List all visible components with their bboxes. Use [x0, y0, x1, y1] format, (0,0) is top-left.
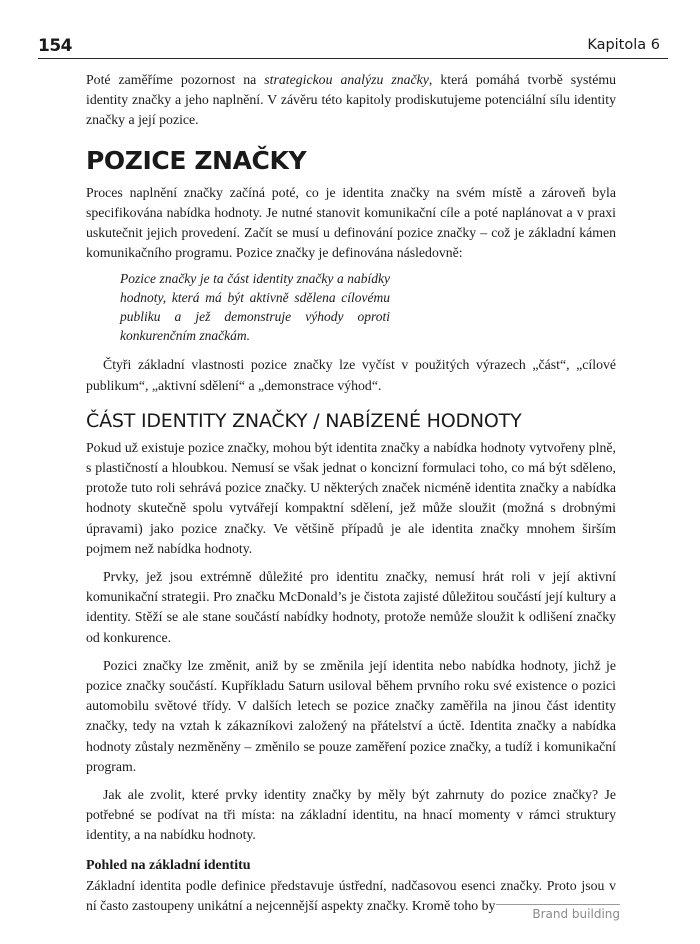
- section1-paragraph-1: Proces naplnění značky začíná poté, co je identita značky na svém místě a zároveň byla specifikována nabídka hodnoty. Je nutné stanovit komunikační cíle a poté naplánovat a v praxi uskutečnit jejich provedení. Začít se musí u definování pozice značky – což je základní kámen komunikačního programu. Pozice značky je definována následovně:: [86, 184, 616, 261]
- subsection-heading: Pohled na základní identitu: [86, 857, 251, 873]
- book-title-footer: Brand building: [532, 907, 620, 921]
- section2-paragraph-2: Prvky, jež jsou extrémně důležité pro identitu značky, nemusí hrát roli v její aktivní komunikační strategii. Pro značku McDonald’s je čistota zajisté důležitou součástí její kultury a identity. Stěží se ale stane součástí nabídky hodnoty, protože nemůže sloužit k odlišení značky od konkurence.: [86, 569, 616, 645]
- intro-emphasis: strategickou analýzu značky: [264, 72, 429, 87]
- section2-paragraph-1: Pokud už existuje pozice značky, mohou být identita značky a nabídka hodnoty vytvořeny plně, s plastičností a hloubkou. Nemusí se však jednat o koncizní formulaci toho, co má být sděleno, protože tuto roli sehrává pozice značky. U některých značek nicméně identita značky a nabídka hodnoty skutečně spolu vytvářejí kompaktní sdělení, jež může sloužit (možná s drobnými úpravami) jako pozice značky. Ve většině případů je ale identita značky mnohem širším pojmem než nabídka hodnoty.: [86, 439, 616, 556]
- intro-text-start: Poté zaměříme pozornost na: [86, 72, 265, 87]
- intro-paragraph: [86, 70, 616, 131]
- section-heading-pozice: POZICE ZNAČKY: [86, 145, 307, 175]
- page-number: 154: [38, 36, 72, 56]
- intro-text-end: , která pomáhá tvorbě systému identity značky a jeho naplnění. V závěru této kapitoly prodiskutujeme potenciální sílu identity značky a její pozice.: [86, 72, 616, 128]
- chapter-title: Kapitola 6: [587, 37, 660, 53]
- section2-paragraph-3: Pozici značky lze změnit, aniž by se změnila její identita nebo nabídka hodnoty, jichž je pozice značky součástí. Kupříkladu Saturn usiloval během prvního roku své existence o pozici automobilu světové třídy. V dalších letech se pozice značky zaměřila na jinou část identity značky, tedy na vztah k zákazníkovi založený na přátelství a úctě. Identita značky a nabídka hodnoty zůstaly nezměněny – změnilo se pouze zaměření pozice značky, a tudíž i komunikační program.: [86, 657, 616, 774]
- page-body: [86, 70, 616, 916]
- section-heading-cast-identity: ČÁST IDENTITY ZNAČKY / NABÍZENÉ HODNOTY: [86, 409, 522, 432]
- section2-paragraph-4: Jak ale zvolit, které prvky identity značky by měly být zahrnuty do pozice značky? Je potřebné se podívat na tři místa: na základní identitu, na hnací momenty v rámci struktury identity, a na nabídku hodnoty.: [86, 787, 616, 843]
- page-footer: [496, 904, 620, 927]
- page-header: [38, 36, 668, 59]
- subsection-paragraph-1: Základní identita podle definice představuje ústřední, nadčasovou esenci značky. Proto jsou v ní často zastoupeny unikátní a nejcennější aspekty značky. Kromě toho by: [86, 877, 616, 913]
- definition-quote: Pozice značky je ta část identity značky a nabídky hodnoty, která má být aktivně sdělena cílovému publiku a jež demonstruje výhody oproti konkurenčním značkám.: [120, 271, 390, 344]
- section1-paragraph-2: Čtyři základní vlastnosti pozice značky lze vyčíst v použitých výrazech „část“, „cílové publikum“, „aktivní sdělení“ a „demonstrace výhod“.: [86, 357, 616, 393]
